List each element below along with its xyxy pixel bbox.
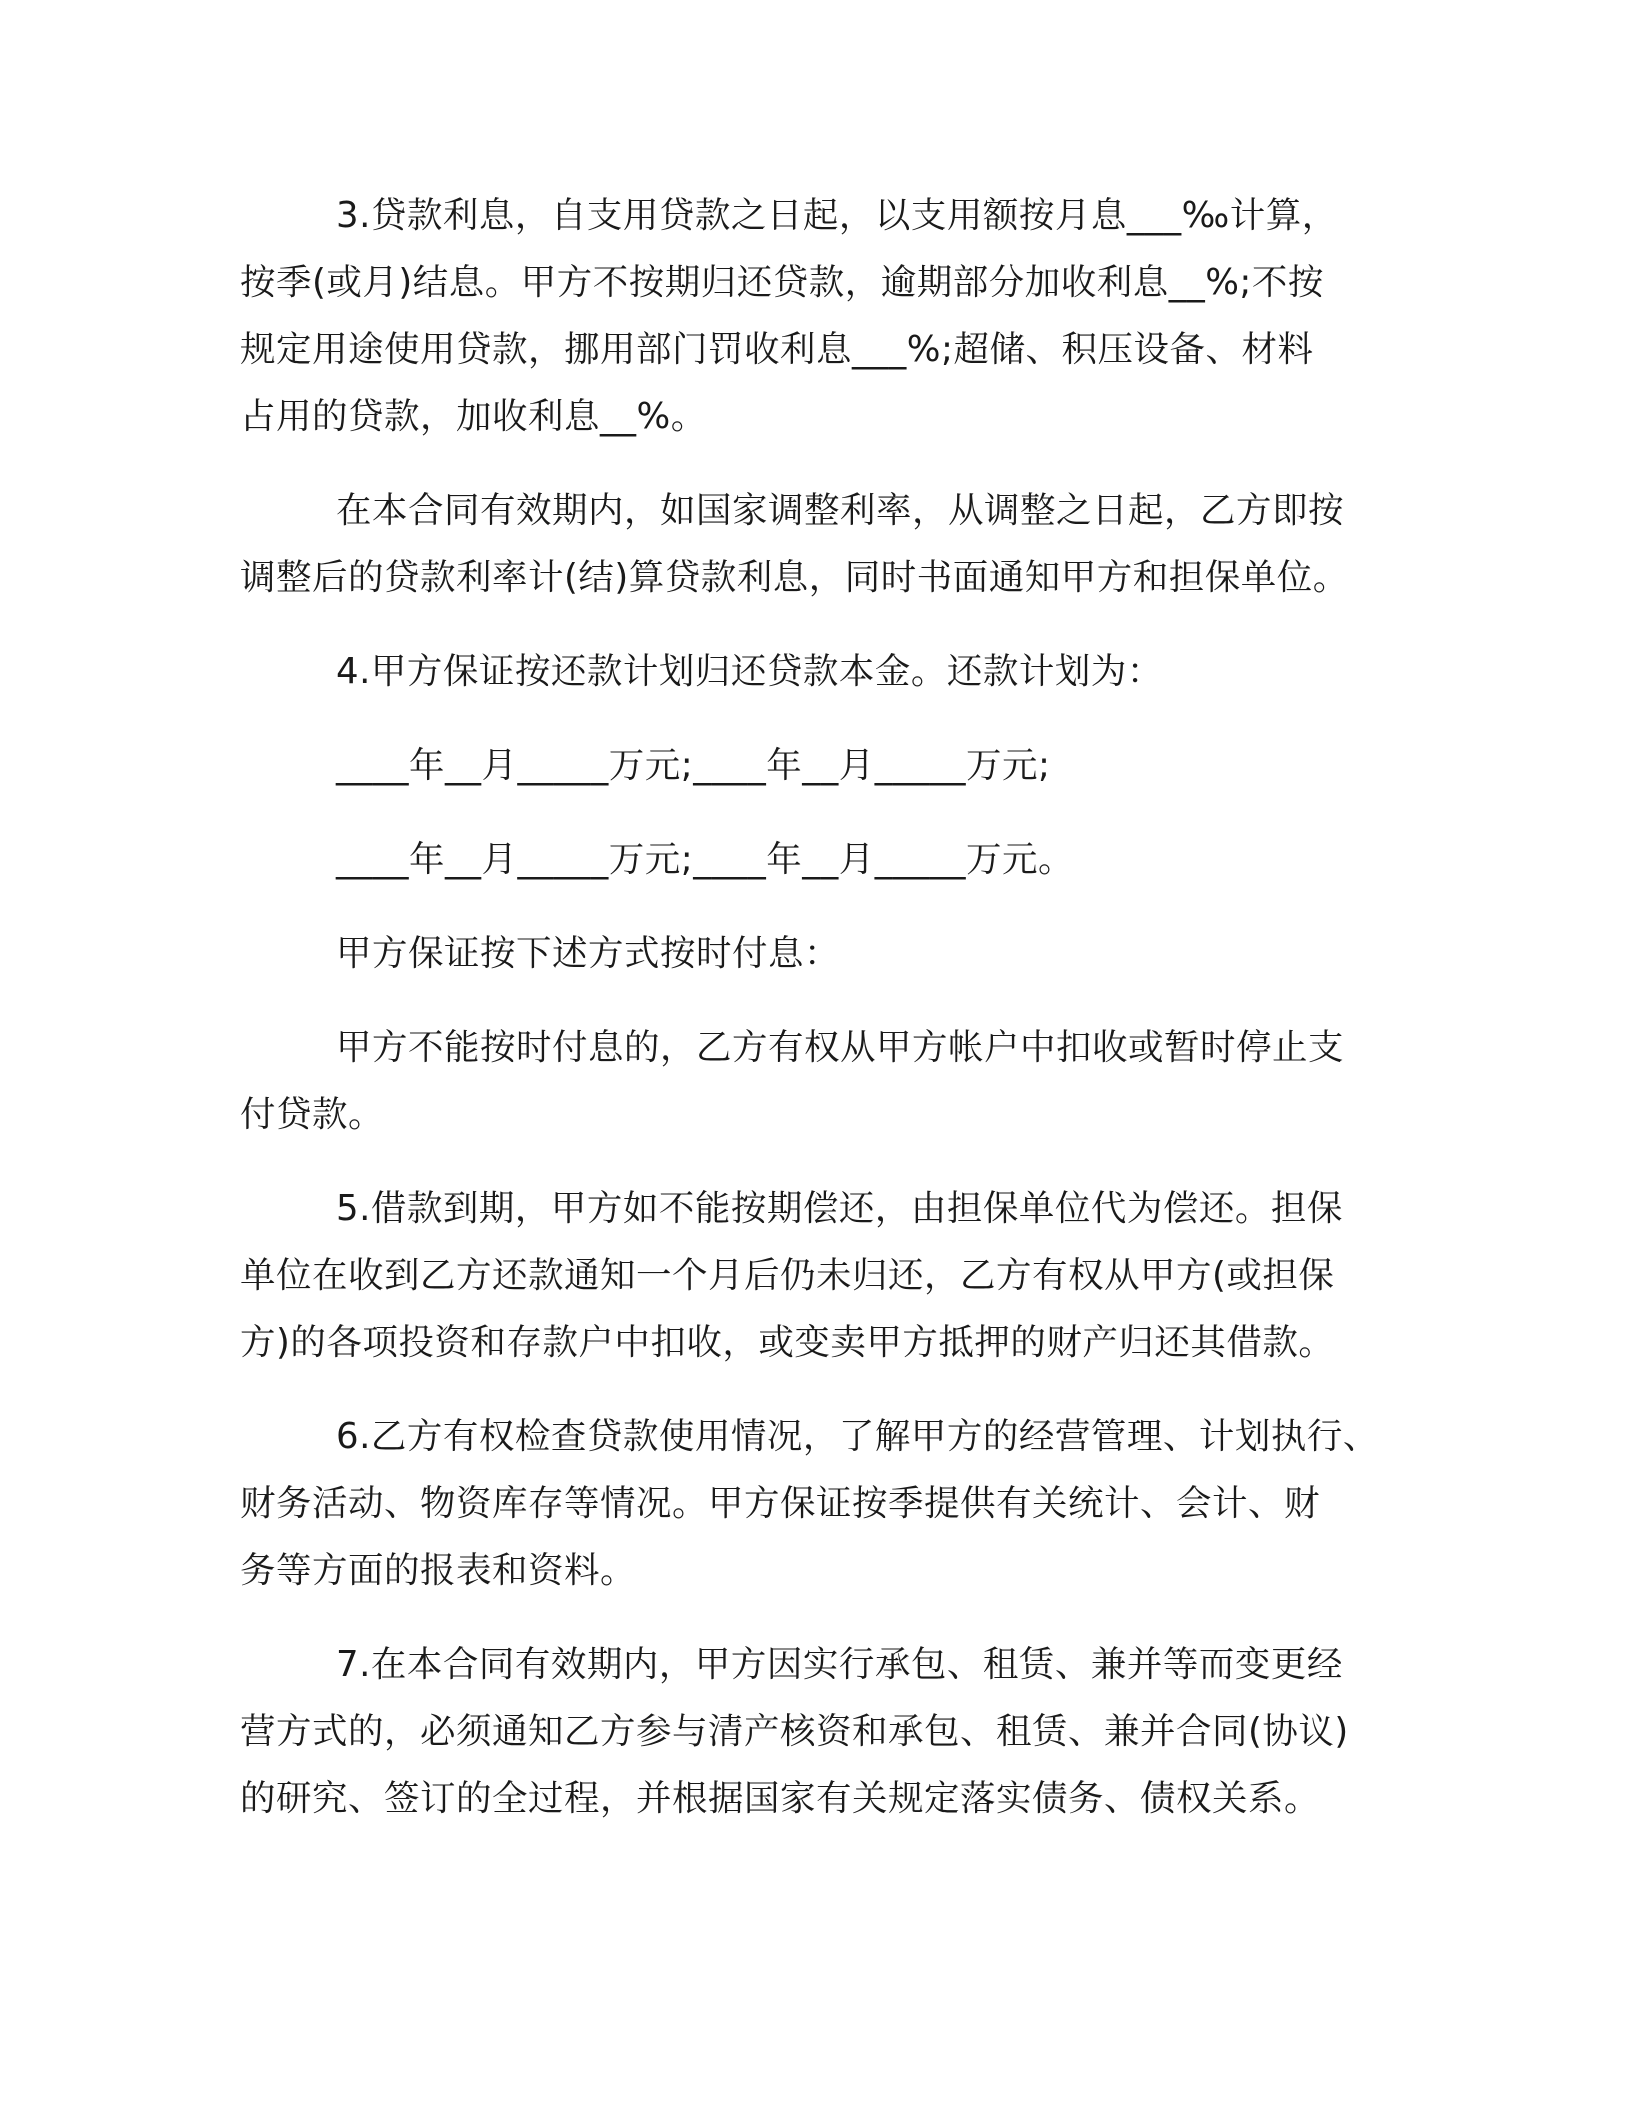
- text-line: 财务活动、物资库存等情况。甲方保证按季提供有关统计、会计、财: [240, 1483, 1321, 1524]
- text-line: 甲方不能按时付息的，乙方有权从甲方帐户中扣收或暂时停止支: [336, 1027, 1345, 1068]
- document-body: [240, 182, 1390, 1859]
- paragraph-schedule-row-2: [240, 826, 1390, 893]
- text-line: 方)的各项投资和存款户中扣收，或变卖甲方抵押的财产归还其借款。: [240, 1322, 1335, 1363]
- text-line: 甲方保证按下述方式按时付息：: [336, 933, 841, 974]
- text-line: 在本合同有效期内，如国家调整利率，从调整之日起，乙方即按: [336, 490, 1345, 531]
- text-line: 营方式的，必须通知乙方参与清产核资和承包、租赁、兼并合同(协议): [240, 1711, 1349, 1752]
- text-line: 付贷款。: [240, 1094, 385, 1135]
- text-line: 4.甲方保证按还款计划归还贷款本金。还款计划为：: [336, 651, 1163, 692]
- text-line: 7.在本合同有效期内，甲方因实行承包、租赁、兼并等而变更经: [336, 1644, 1343, 1685]
- paragraph-inspection: [240, 1403, 1390, 1604]
- paragraph-business-change: [240, 1631, 1390, 1832]
- text-line: 的研究、签订的全过程，并根据国家有关规定落实债务、债权关系。: [240, 1778, 1321, 1819]
- paragraph-interest-terms: [240, 182, 1390, 450]
- paragraph-rate-adjustment: [240, 477, 1390, 611]
- paragraph-schedule-row-1: [240, 732, 1390, 799]
- text-line: 5.借款到期，甲方如不能按期偿还，由担保单位代为偿还。担保: [336, 1188, 1343, 1229]
- text-line: ____年__月_____万元;____年__月_____万元;: [336, 745, 1051, 786]
- paragraph-maturity: [240, 1175, 1390, 1376]
- text-line: 调整后的贷款利率计(结)算贷款利息，同时书面通知甲方和担保单位。: [240, 557, 1349, 598]
- text-line: 3.贷款利息，自支用贷款之日起，以支用额按月息___‰计算，: [336, 195, 1338, 236]
- text-line: 按季(或月)结息。甲方不按期归还贷款，逾期部分加收利息__%;不按: [240, 262, 1324, 303]
- paragraph-repayment-plan: [240, 638, 1390, 705]
- text-line: ____年__月_____万元;____年__月_____万元。: [336, 839, 1074, 880]
- text-line: 单位在收到乙方还款通知一个月后仍未归还，乙方有权从甲方(或担保: [240, 1255, 1335, 1296]
- paragraph-interest-payment: [240, 920, 1390, 987]
- text-line: 6.乙方有权检查贷款使用情况，了解甲方的经营管理、计划执行、: [336, 1416, 1379, 1457]
- text-line: 务等方面的报表和资料。: [240, 1550, 637, 1591]
- text-line: 占用的贷款，加收利息__%。: [240, 396, 707, 437]
- paragraph-late-interest: [240, 1014, 1390, 1148]
- text-line: 规定用途使用贷款，挪用部门罚收利息___%;超储、积压设备、材料: [240, 329, 1314, 370]
